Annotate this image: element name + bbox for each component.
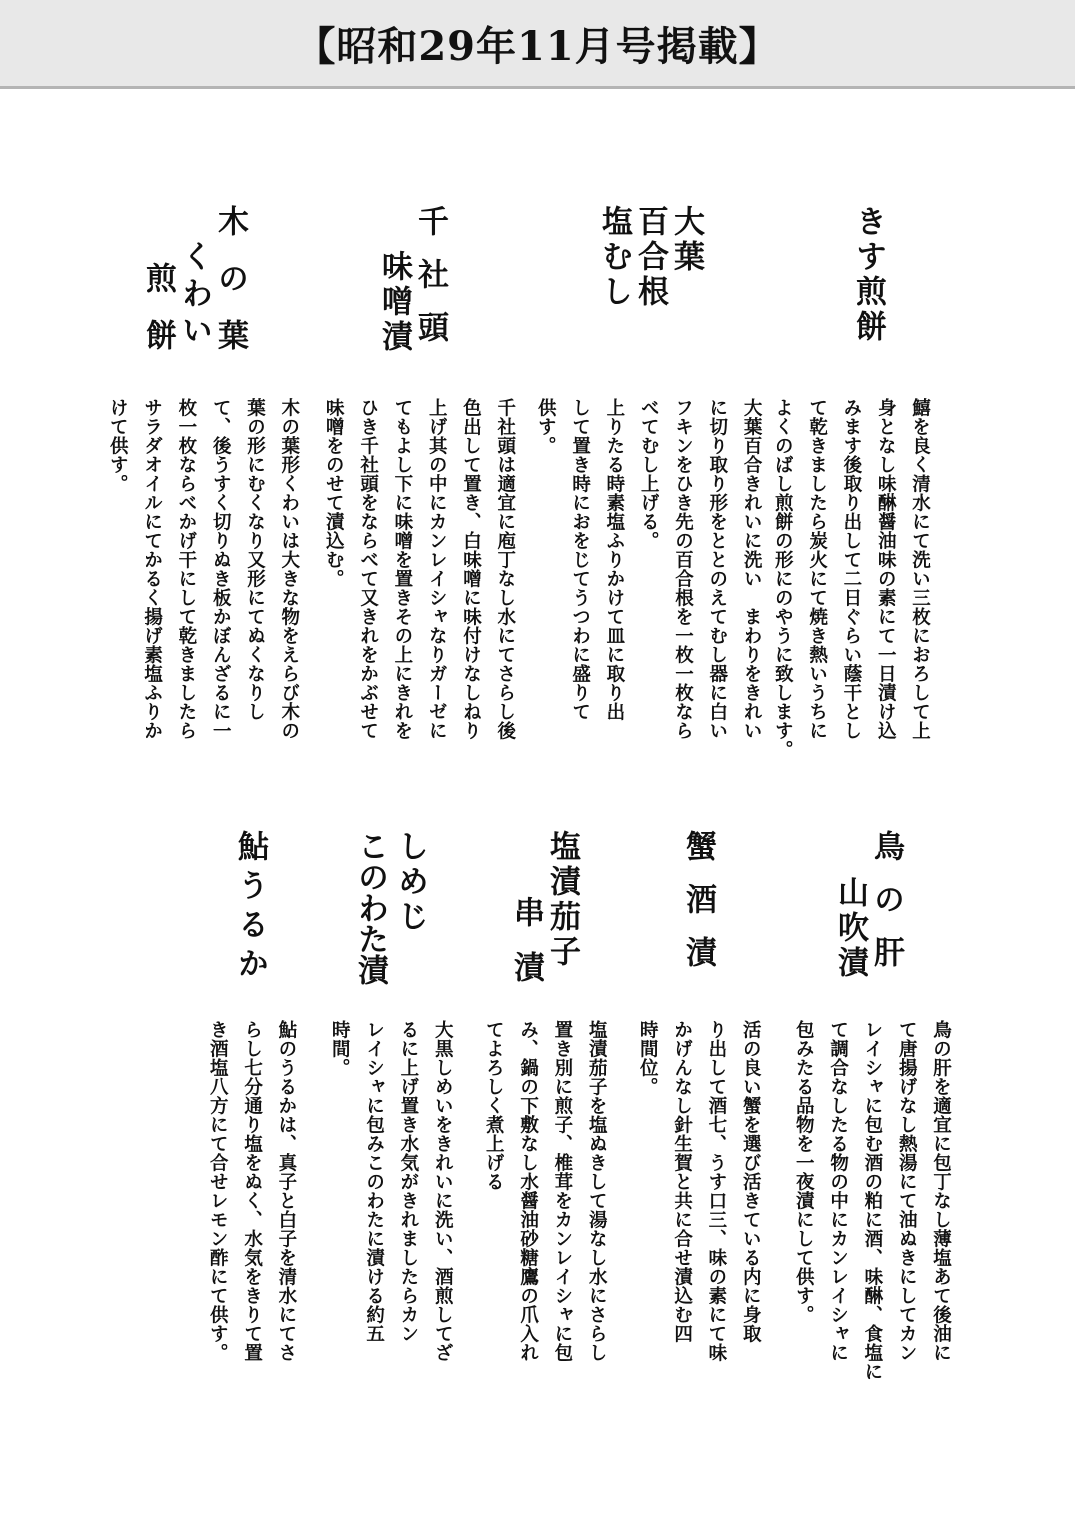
recipe-line: 時間位。 <box>637 1020 659 1096</box>
dish-title-line: 漬 <box>544 865 580 900</box>
dish-title-line: 串 <box>508 896 544 951</box>
recipe-line: 木の葉形くわいは大きな物をえらび木の <box>278 398 300 740</box>
recipe-line: 供す。 <box>535 398 557 455</box>
recipe-shiozuke-nasu <box>476 1020 613 1420</box>
recipe-line: フキンをひき先の百合根を一枚一枚なら <box>672 398 694 740</box>
dish-title-shimeji <box>388 830 431 1010</box>
dish-title-line: 山 <box>832 876 868 911</box>
recipe-line: 鳥の肝を適宜に包丁なし薄塩あて後油に <box>930 1020 952 1362</box>
page-header <box>0 0 1075 89</box>
recipe-line: 置き別に煎子、椎茸をカンレイシャに包 <box>551 1020 573 1362</box>
dish-title-line: 茄 <box>544 900 580 935</box>
dish-title-line: しめじ <box>392 830 428 935</box>
recipe-line: けて供す。 <box>107 398 129 493</box>
recipe-line: らし七分通り塩をぬく、水気をきりて置 <box>241 1020 263 1362</box>
recipe-line: 時間。 <box>329 1020 351 1077</box>
recipe-line: て乾きましたら炭火にて焼き熱いうちに <box>806 398 828 740</box>
dish-title-line: 吹 <box>832 911 868 946</box>
recipe-line: 身となし味醂醤油味の素にて一日漬け込 <box>875 398 897 740</box>
dish-title-line: 千 <box>412 205 448 258</box>
recipe-line: 大黒しめいをきれいに洗い、酒煎してざ <box>432 1020 454 1362</box>
recipe-line: レイシャに包みこのわたに漬ける約五 <box>363 1020 385 1343</box>
recipe-line: よくのばし煎餅の形にのやうに致します。 <box>772 398 794 759</box>
dish-title-line: 塩 <box>544 830 580 865</box>
dish-title-yamabuki-zuke <box>828 876 871 1006</box>
dish-title-line: 肝 <box>868 936 904 989</box>
dish-title-line: 鮎うるか <box>232 830 268 986</box>
recipe-line: 活の良い蟹を選び活きている内に身取 <box>740 1020 762 1343</box>
dish-title-line: 酒 <box>680 883 716 936</box>
recipe-kisu-senbei <box>765 398 936 798</box>
dish-title-line: 煎餅 <box>140 262 176 376</box>
recipe-senshatou <box>316 398 522 798</box>
recipe-line: レイシャに包む酒の粕に酒、味醂、食塩に <box>861 1020 883 1381</box>
dish-title-line: 百合 <box>632 205 668 275</box>
recipe-ayu-uruka <box>200 1020 303 1420</box>
dish-title-line: 漬 <box>832 946 868 981</box>
recipe-line: 色出して置き、白味噌に味付けなしねり <box>460 398 482 740</box>
dish-title-line: 蟹 <box>680 830 716 883</box>
recipe-line: 葉の形にむくなり又形にてぬくなりし <box>244 398 266 721</box>
recipe-line: に切り取り形をととのえてむし器に白い <box>706 398 728 740</box>
recipe-line: 上りたる時素塩ふりかけて皿に取り出 <box>603 398 625 721</box>
dish-title-line: 木の葉 <box>212 205 248 376</box>
recipe-tori-no-kimo <box>786 1020 957 1420</box>
dish-title-kisu-senbei <box>846 205 889 385</box>
recipe-line: てもよし下に味噌を置きその上にきれを <box>391 398 413 740</box>
recipe-line: 味噌をのせて漬込む。 <box>323 398 345 588</box>
dish-title-line: 煎 <box>850 275 886 310</box>
dish-title-line: 餅 <box>850 310 886 345</box>
recipe-line: して置き時におをじてうつわに盛りて <box>569 398 591 721</box>
recipe-line: み、鍋の下敷なし水醤油砂糖鷹の爪入れ <box>517 1020 539 1362</box>
dish-title-line: き <box>850 205 886 240</box>
recipe-line: べてむし上げる。 <box>638 398 660 550</box>
dish-title-line: 塩むし <box>596 205 632 310</box>
dish-title-line: 子 <box>544 935 580 970</box>
dish-title-shiomushi <box>592 205 635 385</box>
recipe-line: り出して酒七、うす口三、味の素にて味 <box>705 1020 727 1362</box>
recipe-line: 大葉百合きれいに洗い まわりをきれい <box>741 398 763 740</box>
recipe-line: サラダオイルにてかるく揚げ素塩ふりか <box>141 398 163 740</box>
dish-title-kani-sakezuke <box>676 830 719 1010</box>
dish-title-misozuke <box>372 250 415 390</box>
recipe-konoha-kuwai <box>100 398 306 798</box>
recipe-line: てよろしく煮上げる <box>483 1020 505 1191</box>
recipe-line: 枚一枚ならべかげ干にして乾きましたら <box>175 398 197 740</box>
dish-title-konowata-zuke <box>348 830 391 1010</box>
recipe-line: て、後うすく切りぬき板かぼんざるに一 <box>210 398 232 740</box>
recipe-line: 塩漬茄子を塩ぬきして湯なし水にさらし <box>586 1020 608 1362</box>
recipe-ooba-yurine <box>528 398 768 798</box>
dish-title-line: 大葉 <box>668 205 704 275</box>
dish-title-line: 根 <box>632 275 668 310</box>
recipe-line: 鱚を良く清水にて洗い三枚におろして上 <box>909 398 931 740</box>
dish-title-line: このわた漬 <box>352 830 388 985</box>
recipe-line: き酒塩八方にて合せレモン酢にて供す。 <box>207 1020 229 1362</box>
dish-title-line: の <box>868 883 904 936</box>
recipe-line: みます後取り出して二日ぐらい蔭干とし <box>840 398 862 740</box>
recipe-line: 上げ其の中にカンレイシャなりガーゼに <box>426 398 448 740</box>
recipe-line: 鮎のうるかは、真子と白子を清水にてさ <box>275 1020 297 1362</box>
recipe-shimeji-konowata <box>322 1020 459 1420</box>
dish-title-kushizuke <box>504 896 547 1006</box>
dish-title-ayu-uruka <box>228 830 271 1010</box>
dish-title-line: 漬 <box>508 951 544 1006</box>
dish-title-line: 漬 <box>680 936 716 989</box>
recipe-kani-sakezuke <box>630 1020 767 1420</box>
dish-title-line: 漬 <box>376 320 412 355</box>
recipe-line: るに上げ置き水気がきれましたらカン <box>397 1020 419 1343</box>
dish-title-line: す <box>850 240 886 275</box>
dish-title-line: 鳥 <box>868 830 904 883</box>
page-title: 【昭和29年11月号掲載】 <box>295 22 780 70</box>
recipe-line: て調合なしたる物の中にカンレイシャに <box>827 1020 849 1362</box>
recipe-line: 千社頭は適宜に庖丁なし水にてさらし後 <box>494 398 516 740</box>
recipe-line: ひき千社頭をならべて又きれをかぶせて <box>357 398 379 740</box>
recipe-line: 包みたる品物を一夜漬にして供す。 <box>793 1020 815 1324</box>
dish-title-line: 頭 <box>412 311 448 364</box>
recipe-line: かげんなし針生賀と共に合せ漬込む四 <box>671 1020 693 1343</box>
recipe-line: て唐揚げなし熱湯にて油ぬきにしてカン <box>896 1020 918 1362</box>
dish-title-line: 社 <box>412 258 448 311</box>
dish-title-senbei <box>136 262 179 392</box>
dish-title-line: 味噌 <box>376 250 412 320</box>
dish-title-line: くわい <box>176 240 212 351</box>
